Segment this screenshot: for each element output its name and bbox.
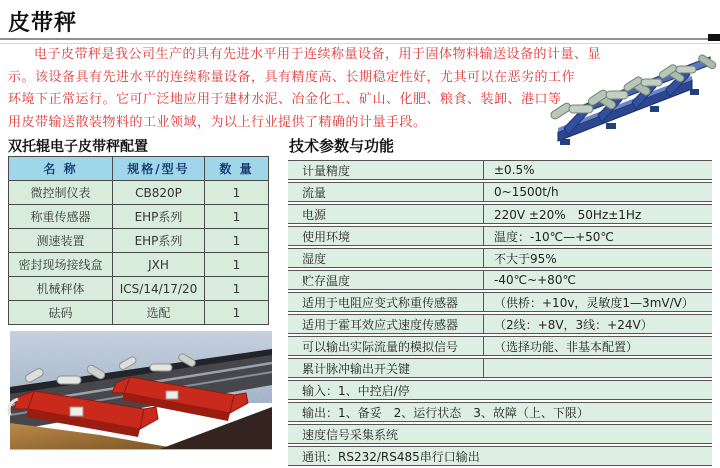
params-cell-label: 适用于霍耳效应式速度传感器 [302, 317, 459, 332]
belt-scale-frame-illustration [554, 27, 720, 152]
config-cell-spec: EHP系列 [113, 205, 205, 229]
config-cell-qty: 1 [205, 205, 269, 229]
config-cell-name: 称重传感器 [9, 205, 113, 229]
page-title: 皮带秤 [8, 11, 78, 36]
params-table-row [288, 358, 712, 378]
intro-line: 电子皮带秤是我公司生产的具有先进水平用于连续称量设备，用于固体物料输送设备的计量、显 [34, 47, 602, 62]
config-table-row [9, 181, 269, 205]
config-cell-spec: CB820P [113, 181, 205, 205]
params-cell-label: 计量精度 [302, 163, 351, 178]
params-table-title: 技术参数与功能 [289, 137, 395, 155]
params-cell-label: 可以输出实际流量的模拟信号 [302, 339, 459, 354]
config-cell-spec: 选配 [113, 301, 205, 325]
config-cell-qty: 1 [205, 277, 269, 301]
config-column-header: 规格/型号 [113, 157, 205, 181]
config-cell-spec: JXH [113, 253, 205, 277]
config-column-header: 数 量 [205, 157, 269, 181]
params-cell-value: （选择功能、非基本配置） [494, 339, 639, 354]
config-cell-name: 机械秤体 [9, 277, 113, 301]
intro-line: 环境下正常运行。它可广泛地应用于建材水泥、冶金化工、矿山、化肥、粮食、装卸、港口等 [8, 92, 562, 107]
belt-scale-installed-illustration [10, 331, 272, 449]
params-table-row [288, 314, 712, 334]
params-column-divider [483, 359, 484, 377]
params-cell-value: 温度：-10℃—+50℃ [494, 229, 614, 244]
params-cell-label: 使用环境 [302, 229, 351, 244]
params-table-row [288, 248, 712, 268]
params-table-row [288, 270, 712, 290]
params-table-row [288, 336, 712, 356]
params-cell-label: 适用于电阻应变式称重传感器 [302, 295, 459, 310]
params-table [288, 160, 712, 468]
config-table-row [9, 301, 269, 325]
config-column-header: 名 称 [9, 157, 113, 181]
config-cell-spec: EHP系列 [113, 229, 205, 253]
product-photo-belt-scale-frame [554, 27, 720, 152]
params-table-row [288, 402, 712, 422]
config-cell-spec: ICS/14/17/20 [113, 277, 205, 301]
params-cell-full: 通讯：RS232/RS485串行口输出 [302, 449, 480, 464]
config-table-row [9, 253, 269, 277]
params-cell-value: 0~1500t/h [494, 185, 559, 199]
params-table-row [288, 446, 712, 466]
params-cell-full: 输出：1、备妥 2、运行状态 3、故障（上、下限） [302, 405, 589, 420]
intro-line: 用皮带输送散装物料的工业领域，为以上行业提供了精确的计量手段。 [8, 114, 427, 130]
config-table [8, 156, 269, 325]
config-cell-name: 密封现场接线盒 [9, 253, 113, 277]
params-cell-value: ±0.5% [494, 163, 535, 177]
params-cell-full: 速度信号采集系统 [302, 427, 399, 442]
config-cell-qty: 1 [205, 301, 269, 325]
params-cell-value: （供桥：+10v，灵敏度1—3mV/V） [494, 295, 694, 310]
config-table-row [9, 229, 269, 253]
params-cell-value: 不大于95% [494, 251, 557, 266]
params-cell-label: 累计脉冲输出开关键 [302, 361, 411, 376]
params-table-row [288, 226, 712, 246]
params-table-row [288, 292, 712, 312]
params-cell-value: （2线：+8V，3线：+24V） [494, 317, 653, 332]
params-table-row [288, 380, 712, 400]
params-cell-value: -40℃~+80℃ [494, 273, 576, 287]
product-photo-belt-scale-installed [10, 331, 272, 450]
config-table-row [9, 277, 269, 301]
params-table-row [288, 204, 712, 224]
config-cell-name: 微控制仪表 [9, 181, 113, 205]
params-table-row [288, 182, 712, 202]
params-cell-value: 220V ±20% 50Hz±1Hz [494, 207, 642, 222]
params-cell-label: 流量 [302, 185, 327, 200]
params-cell-label: 贮存温度 [302, 273, 351, 288]
params-cell-full: 输入：1、中控启/停 [302, 383, 410, 398]
config-cell-qty: 1 [205, 229, 269, 253]
config-cell-name: 砝码 [9, 301, 113, 325]
params-cell-label: 湿度 [302, 251, 327, 266]
intro-line: 示。该设备具有先进水平的连续称量设备，具有精度高、长期稳定性好，尤其可以在恶劣的工作 [8, 69, 576, 85]
config-table-title: 双托辊电子皮带秤配置 [8, 139, 148, 155]
config-table-header [9, 157, 269, 181]
params-table-row [288, 160, 712, 180]
config-cell-name: 测速装置 [9, 229, 113, 253]
config-cell-qty: 1 [205, 253, 269, 277]
params-table-row [288, 424, 712, 444]
config-cell-qty: 1 [205, 181, 269, 205]
params-cell-label: 电源 [302, 207, 327, 222]
intro-paragraph [8, 44, 608, 134]
config-table-row [9, 205, 269, 229]
